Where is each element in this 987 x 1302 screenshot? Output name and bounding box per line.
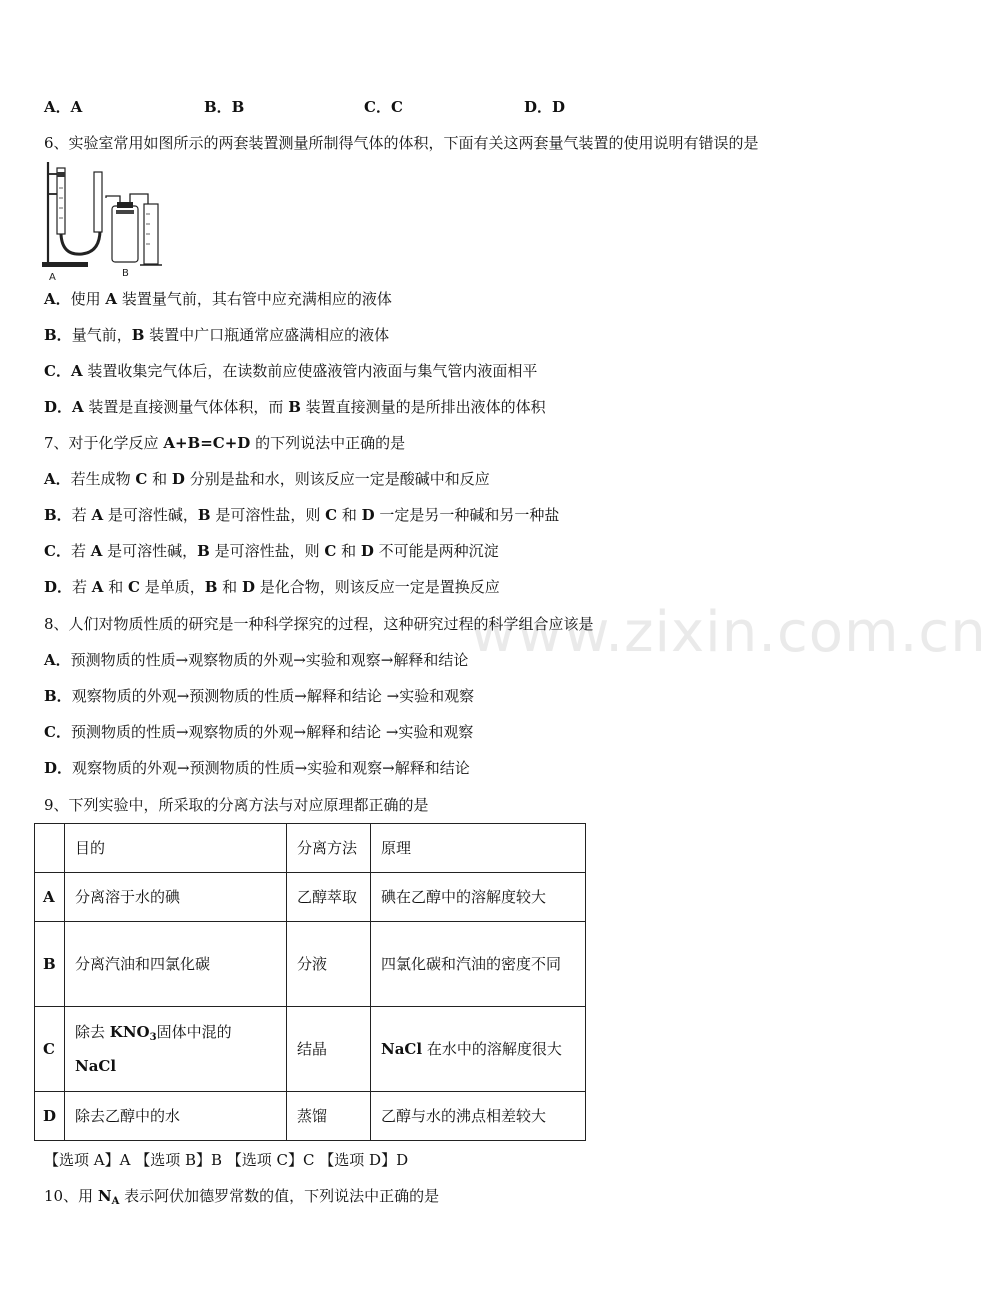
- apparatus-b: [106, 194, 162, 265]
- row-principle: 碘在乙醇中的溶解度较大: [371, 873, 586, 922]
- row-purpose: 分离溶于水的碘: [65, 873, 287, 922]
- question-6-stem: [44, 133, 759, 153]
- row-purpose: 分离汽油和四氯化碳: [65, 922, 287, 1007]
- row-principle: 乙醇与水的沸点相差较大: [371, 1092, 586, 1141]
- q6-option-d: D．A 装置是直接测量气体体积，而 B 装置直接测量的是所排出液体的体积: [44, 398, 546, 416]
- apparatus-a: [42, 162, 102, 267]
- question-text: 实验室常用如图所示的两套装置测量所制得气体的体积，下面有关这两套量气装置的使用说明有错误的是: [68, 134, 759, 152]
- q8-option-d: D．观察物质的外观→预测物质的性质→实验和观察→解释和结论: [44, 759, 470, 777]
- figure-label-b: B: [122, 268, 129, 279]
- row-key: D: [35, 1092, 65, 1141]
- q7-option-b: B．若 A 是可溶性碱，B 是可溶性盐，则 C 和 D 一定是另一种碱和另一种盐: [44, 506, 560, 524]
- prev-option-a: A．A: [44, 98, 83, 116]
- q6-option-a: A．使用 A 装置量气前，其右管中应充满相应的液体: [44, 290, 392, 308]
- row-key: A: [35, 873, 65, 922]
- prev-question-options: [44, 96, 684, 116]
- table-header-cell: 分离方法: [287, 824, 371, 873]
- row-method: 结晶: [287, 1007, 371, 1092]
- row-purpose: 除去 $KNO_3$固体中混的 NaCl: [65, 1007, 287, 1092]
- q7-option-c: C．若 A 是可溶性碱，B 是可溶性盐，则 C 和 D 不可能是两种沉淀: [44, 542, 499, 560]
- prev-option-d: D．D: [524, 98, 566, 116]
- table-row: [35, 1007, 586, 1092]
- table-header-cell: [35, 824, 65, 873]
- q8-option-b: B．观察物质的外观→预测物质的性质→解释和结论 →实验和观察: [44, 687, 475, 705]
- q9-answer-options: 【选项 A】A 【选项 B】B 【选项 C】C 【选项 D】D: [44, 1151, 409, 1169]
- watermark: www.zixin.com.cn: [470, 600, 987, 665]
- row-purpose: 除去乙醇中的水: [65, 1092, 287, 1141]
- table-row: [35, 1092, 586, 1141]
- question-8-stem: 8、人们对物质性质的研究是一种科学探究的过程，这种研究过程的科学组合应该是: [44, 615, 594, 633]
- q8-option-c: C．预测物质的性质→观察物质的外观→解释和结论 →实验和观察: [44, 723, 474, 741]
- row-key: C: [35, 1007, 65, 1092]
- table-header-cell: 原理: [371, 824, 586, 873]
- question-number: 6、: [44, 134, 69, 152]
- row-method: 蒸馏: [287, 1092, 371, 1141]
- question-9-stem: 9、下列实验中，所采取的分离方法与对应原理都正确的是: [44, 796, 429, 814]
- q7-option-d: D．若 A 和 C 是单质，B 和 D 是化合物，则该反应一定是置换反应: [44, 578, 500, 596]
- prev-option-c: C．C: [364, 98, 403, 116]
- q6-option-b: B．量气前，B 装置中广口瓶通常应盛满相应的液体: [44, 326, 390, 344]
- figure-label-a: A: [49, 272, 56, 283]
- row-principle: 四氯化碳和汽油的密度不同: [371, 922, 586, 1007]
- table-row: [35, 873, 586, 922]
- q6-option-c: C．A 装置收集完气体后，在读数前应使盛液管内液面与集气管内液面相平: [44, 362, 538, 380]
- question-10-stem: 10、用 $N_A$ 表示阿伏加德罗常数的值，下列说法中正确的是: [44, 1187, 440, 1207]
- prev-option-b: B．B: [204, 98, 245, 116]
- q7-option-a: A．若生成物 C 和 D 分别是盐和水，则该反应一定是酸碱中和反应: [44, 470, 490, 488]
- gas-measurement-apparatus-figure: [40, 158, 172, 286]
- row-method: 乙醇萃取: [287, 873, 371, 922]
- separation-methods-table: [34, 823, 586, 1141]
- row-principle: NaCl 在水中的溶解度很大: [371, 1007, 586, 1092]
- table-header-cell: 目的: [65, 824, 287, 873]
- table-header-row: [35, 824, 586, 873]
- row-key: B: [35, 922, 65, 1007]
- question-7-stem: 7、对于化学反应 A+B=C+D 的下列说法中正确的是: [44, 434, 406, 452]
- table-row: [35, 922, 586, 1007]
- q8-option-a: A．预测物质的性质→观察物质的外观→实验和观察→解释和结论: [44, 651, 469, 669]
- row-method: 分液: [287, 922, 371, 1007]
